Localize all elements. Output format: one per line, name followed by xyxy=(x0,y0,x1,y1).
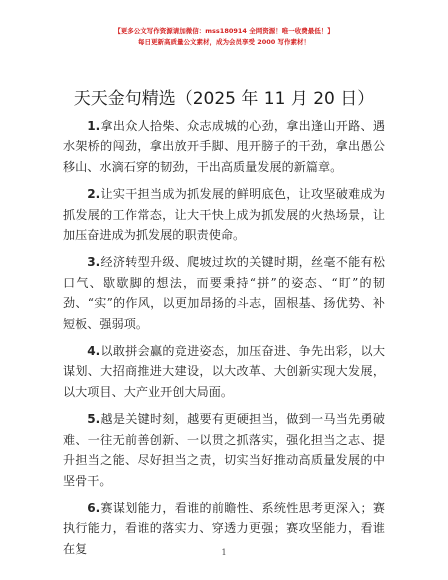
paragraph-number: 6. xyxy=(87,500,101,515)
document-body xyxy=(63,116,385,566)
paragraph-number: 3. xyxy=(87,255,101,270)
paragraph-text: 以敢拼会赢的竞进姿态，加压奋进、争先出彩，以大谋划、大招商推进大建设，以大改革、大创新实现大发展，以大项目、大产业开创大局面。 xyxy=(63,344,385,399)
paragraph-4 xyxy=(63,341,385,402)
page-number: 1 xyxy=(221,548,227,557)
paragraph-5 xyxy=(63,409,385,491)
paragraph-number: 5. xyxy=(87,412,101,427)
promo-banner-line-2: 每日更新高质量公文素材，成为会员享受 2000 写作素材！ xyxy=(137,38,311,46)
paragraph-text: 拿出众人拾柴、众志成城的心劲，拿出逢山开路、遇水架桥的闯劲，拿出放开手脚、甩开膀子的干劲，拿出愚公移山、水滴石穿的韧劲，干出高质量发展的新篇章。 xyxy=(63,119,385,174)
paragraph-text: 越是关键时刻，越要有更硬担当，做到一马当先勇破难、一往无前善创新、一以贯之抓落实，强化担当之志、提升担当之能、尽好担当之责，切实当好推动高质量发展的中坚骨干。 xyxy=(63,412,385,488)
paragraph-3 xyxy=(63,252,385,334)
paragraph-text: 让实干担当成为抓发展的鲜明底色，让攻坚破难成为抓发展的工作常态，让大干快上成为抓发展的火热场景，让加压奋进成为抓发展的职责使命。 xyxy=(63,187,385,243)
promo-banner xyxy=(0,26,448,48)
paragraph-text: 赛谋划能力，看谁的前瞻性、系统性思考更深入；赛执行能力，看谁的落实力、穿透力更强；赛攻坚能力，看谁在复 xyxy=(63,500,385,556)
paragraph-number: 2. xyxy=(87,187,101,202)
page-title: 天天金句精选（2025 年 11 月 20 日） xyxy=(73,89,375,109)
paragraph-number: 4. xyxy=(87,344,101,359)
paragraph-1 xyxy=(63,116,385,177)
paragraph-2 xyxy=(63,184,385,245)
paragraph-text: 经济转型升级、爬坡过坎的关键时期，丝毫不能有松口气、歇歇脚的想法，而要秉持“拼”的姿态、“盯”的韧劲、“实”的作风，以更加昂扬的斗志，固根基、扬优势、补短板、强弱项。 xyxy=(63,255,385,331)
promo-banner-line-1: 【更多公文写作资源请加微信：mss180914 全网资源！唯一收费最低！】 xyxy=(114,27,334,35)
paragraph-number: 1. xyxy=(87,119,101,133)
